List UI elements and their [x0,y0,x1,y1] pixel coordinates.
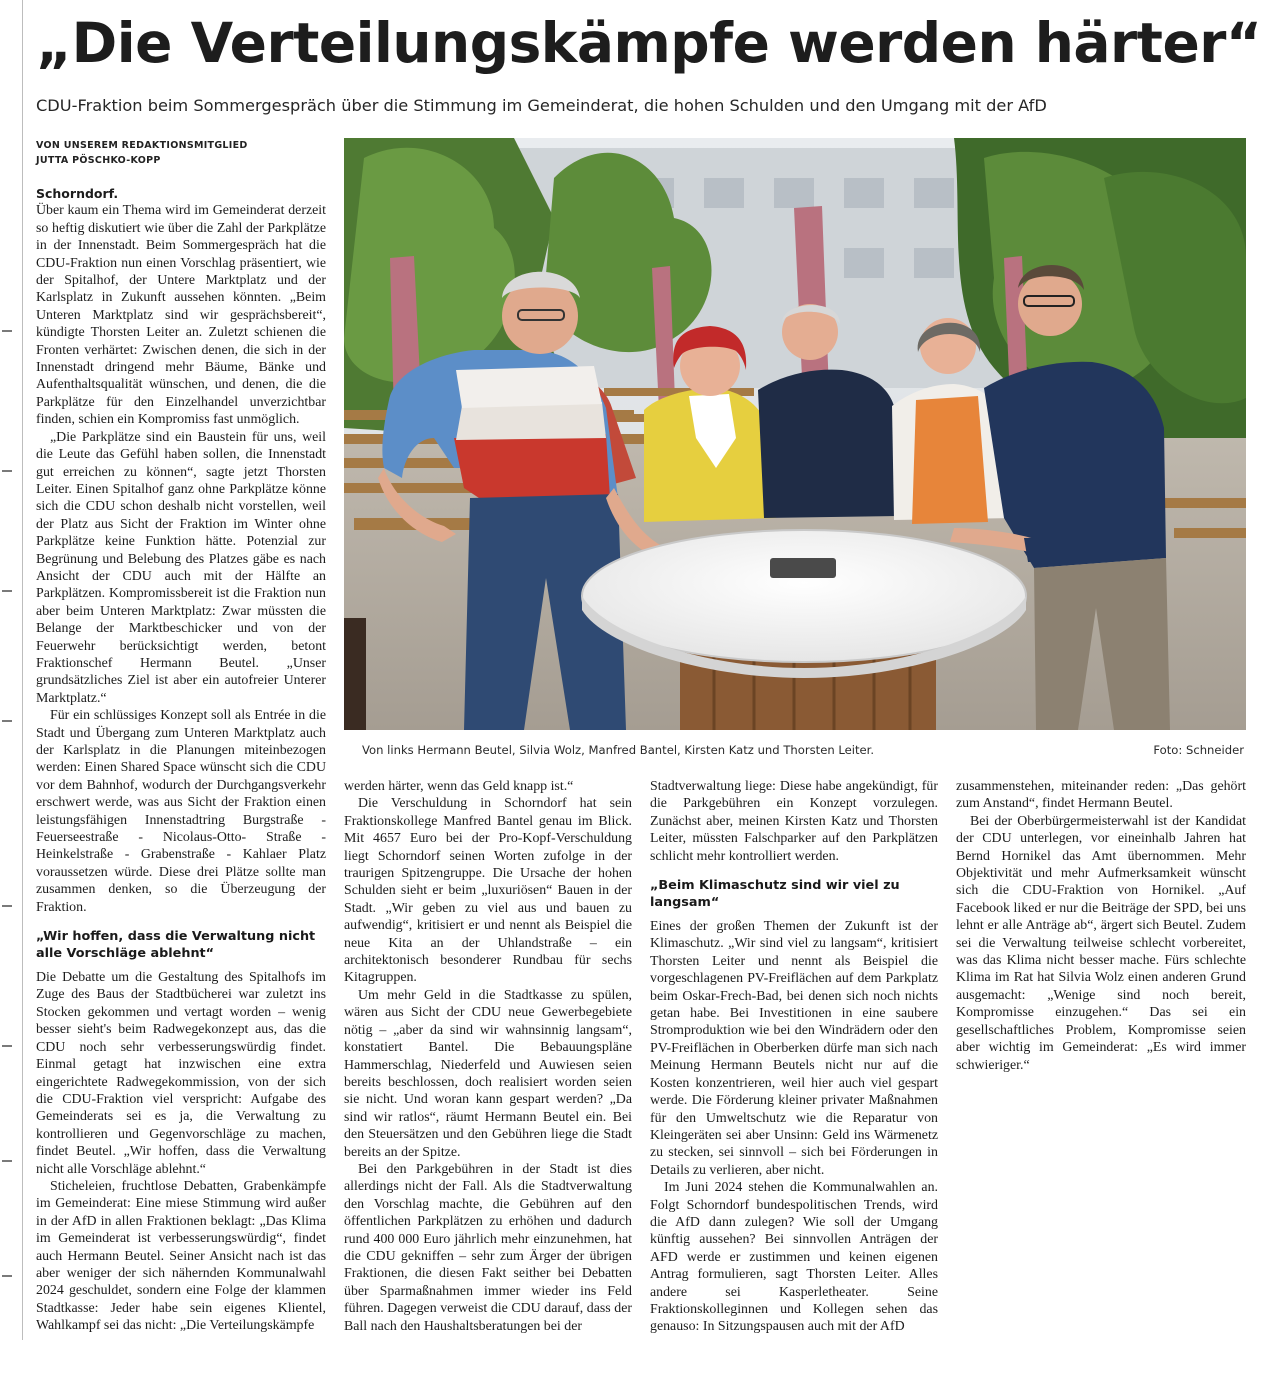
section-heading: „Beim Klimaschutz sind wir viel zu langsam“ [650,878,900,911]
paragraph: „Die Parkplätze sind ein Baustein für uns, weil die Leute das Gefühl haben sollen, die Innenstadt gut erreichen zu können“, sagte jetzt Thorsten Leiter. Einen Spitalhof ganz ohne Parkplätze könne sich die CDU schon deshalb nicht vorstellen, weil der Platz aus Sicht der Fraktion im Winter ohne Parkplätze keine Funktion hätte. Potenzial zur Begrünung und Belebung des Platzes gäbe es nach Ansicht der CDU auch mit der Hälfte an Parkplätzen. Kompromissbereit ist die Fraktion nun aber beim Unteren Marktplatz: Zwar müssten die Belange der Marktbeschicker und von der Feuerwehr berücksichtigt werden, betont Fraktionschef Hermann Beutel. „Unser grundsätzliches Ziel ist aber ein autofreier Unterer Marktplatz.“ [36,429,326,706]
paragraph: Die Debatte um die Gestaltung des Spitalhofs im Zuge des Baus der Stadtbücherei war zuletzt ins Stocken gekommen und vertagt worden – wenig besser sieht's beim Radwegekonzept aus, das die CDU noch sehr verbesserungswürdig findet. Einmal getagt hat inzwischen eine extra eingerichtete Radwegekommission, von der sich die CDU-Fraktion viel verspricht: Aufgabe des Gemeinderats sei es ja, die Verwaltung zu kontrollieren und Gegenvorschläge zu machen, findet Beutel. „Wir hoffen, dass die Verwaltung nicht alle Vorschläge ablehnt.“ [36,970,326,1177]
article-column-2 [344,778,632,1340]
paragraph: Über kaum ein Thema wird im Gemeinderat derzeit so heftig diskutiert wie über die Zahl der Parkplätze in der Innenstadt. Beim Sommergespräch hat die CDU-Fraktion nun einen Vorschlag präsentiert, wie der Spitalhof, der Untere Marktplatz und der Karlsplatz in Zukunft aussehen könnten. „Beim Unteren Marktplatz sind wir gesprächsbereit“, kündigte Thorsten Leiter an. Zuletzt schienen die Fronten verhärtet: Zwischen denen, die sich in der Innenstadt dringend mehr Bäume, Bänke und Aufenthaltsqualität wünschen, und denen, die die Parkplätze für den Einzelhandel unverzichtbar finden, schien ein Kompromiss fast unmöglich. [36,203,326,428]
adjacent-page-edge [0,0,23,1340]
paragraph: Für ein schlüssiges Konzept soll als Entrée in die Stadt und Übergang zum Unteren Marktplatz auch der Karlsplatz in die Planungen miteinbezogen werden: Einen Shared Space wünscht sich die CDU vor dem Bahnhof, wodurch der Durchgangsverkehr erschwert werde, was aus Sicht der Fraktion einen leistungsfähigen Innenstadtring Burgstraße - Feuerseestraße - Nicolaus-Otto- Straße - Heinkelstraße - Grabenstraße - Kahlaer Platz voraussetzen würde. Diese drei Plätze sollte man zusammen denken, so die Überzeugung der Fraktion. [36,708,326,915]
group-photo-illustration [344,138,1246,730]
dateline: Schorndorf. [36,186,119,201]
photo-caption [344,741,1246,759]
byline-role: VON UNSEREM REDAKTIONSMITGLIED [36,140,248,151]
paragraph: Sticheleien, fruchtlose Debatten, Grabenkämpfe im Gemeinderat: Eine miese Stimmung wird außer in der AfD in allen Fraktionen beklagt: „Das Klima im Gemeinderat ist verbesserungswürdig“, findet auch Hermann Beutel. Seiner Ansicht nach ist das aber weniger der sich nähernden Kommunalwahl 2024 geschuldet, sondern eine Folge der klammen Stadtkasse: Jeder habe sein eigenes Klientel, Wahlkampf sei das nicht: „Die Verteilungskämpfe [36,1178,326,1334]
article-column-3 [650,778,938,1340]
paragraph: Eines der großen Themen der Zukunft ist der Klimaschutz. „Wir sind viel zu langsam“, kritisiert Thorsten Leiter und nennt als Beispiel die vorgeschlagenen PV-Freiflächen auf dem Parkplatz beim Oskar-Frech-Bad, bei denen sich noch nichts getan habe. Bei Investitionen in eine saubere Stromproduktion wie bei den Windrädern oder den PV-Freiflächen in Oberberken dürfe man sich nach Meinung Hermann Beutels nicht nur auf die Kosten konzentrieren, weil hier auch viel gespart werde. Die Förderung kleiner privater Maßnahmen für den Umweltschutz wie die Reparatur von Kleingeräten sei aber Unsinn: Geld ins Wärmenetz zu stecken, sei sinnvoll – sich bei Förderungen in Details zu verlieren, aber nicht. [650,919,938,1178]
byline [36,138,336,168]
paragraph: Bei der Oberbürgermeisterwahl ist der Kandidat der CDU unterlegen, vor eineinhalb Jahren hat Bernd Hornikel das Amt übernommen. Mehr Objektivität und mehr Aufmerksamkeit wünscht sich die CDU-Fraktion von Hornikel. „Auf Facebook liked er nur die Beiträge der SPD, bei uns lehnt er alle Anträge ab“, ärgert sich Beutel. Zudem sei die Verwaltung teilweise schlecht vorbereitet, was das Klima nicht besser mache. Fürs schlechte Klima im Rat hat Silvia Wolz einen anderen Grund ausgemacht: „Wenige sind noch bereit, Kompromisse einzugehen.“ Das sei ein gesellschaftliches Problem, Kompromisse seien aber wichtig im Gemeinderat: „Es wird immer schwieriger.“ [956,813,1246,1073]
article-column-4 [956,778,1246,1340]
photo-credit: Foto: Schneider [1153,743,1244,757]
paragraph: Im Juni 2024 stehen die Kommunalwahlen an. Folgt Schorndorf bundespolitischen Trends, wird die AfD dann zulegen? Wie soll der Umgang künftig aussehen? Bei sinnvollen Anträgen der AFD werde er zustimmen und keinen eigenen Antrag formulieren, sagt Thorsten Leiter. Alles andere sei Kasperletheater. Seine Fraktionskolleginnen und Kollegen sehen das genauso: In Sitzungspausen auch mit der AfD [650,1180,938,1335]
article-headline: „Die Verteilungskämpfe werden härter“ [36,11,1262,75]
paragraph: Die Verschuldung in Schorndorf hat sein Fraktionskollege Manfred Bantel genau im Blick. Mit 4657 Euro bei der Pro-Kopf-Verschuldung liegt Schorndorf seinen Worten zufolge in der traurigen Spitzengruppe. Die Ursache der hohen Schulden sieht er beim „luxuriösen“ Bauen in der Stadt. „Wir geben zu viel aus und bauen zu aufwendig“, kritisiert er und nennt als Beispiel die neue Kita an der Uhlandstraße – ein architektonisch besonderer Rundbau für sechs Kitagruppen. [344,796,632,986]
article-column-1 [36,185,326,1340]
paragraph: Stadtverwaltung liege: Diese habe angekündigt, für die Parkgebühren ein Konzept vorzulegen. Zunächst aber, meinen Kirsten Katz und Thorsten Leiter, müssten Falschparker auf den Parkplätzen schlicht mehr kontrolliert werden. [650,779,938,864]
section-heading: „Wir hoffen, dass die Verwaltung nicht alle Vorschläge ablehnt“ [36,929,316,962]
photo-caption-text: Von links Hermann Beutel, Silvia Wolz, Manfred Bantel, Kirsten Katz und Thorsten Leiter. [362,743,875,757]
paragraph: Um mehr Geld in die Stadtkasse zu spülen, wären aus Sicht der CDU neue Gewerbegebiete nötig – „aber da sind wir wahnsinnig langsam“, konstatiert Bantel. Die Bebauungspläne Hammerschlag, Niederfeld und Auwiesen seien bereits beschlossen, doch realisiert worden seien sie nicht. Und woran kann gespart werden? „Da sind wir ratlos“, räumt Hermann Beutel ein. Bei den Steuersätzen und den Gebühren liege die Stadt bereits an der Spitze. [344,987,632,1160]
article-subheadline: CDU-Fraktion beim Sommergespräch über die Stimmung im Gemeinderat, die hohen Schulden und den Umgang mit der AfD [36,96,1047,115]
paragraph: zusammenstehen, miteinander reden: „Das gehört zum Anstand“, findet Hermann Beutel. [956,779,1246,812]
paragraph: Bei den Parkgebühren in der Stadt ist dies allerdings nicht der Fall. Als die Stadtverwaltung den Vorschlag machte, die Gebühren auf den öffentlichen Parkplätzen zu erhöhen und dadurch rund 400 000 Euro jährlich mehr einzunehmen, hat die CDU gekniffen – sehr zum Ärger der übrigen Fraktionen, die diesen Fakt seither bei Debatten über Sparmaßnahmen immer wieder ins Feld führen. Dagegen verweist die CDU darauf, dass der Ball nach den Haushaltsberatungen bei der [344,1161,632,1334]
article-photo [344,138,1246,730]
byline-author: JUTTA PÖSCHKO-KOPP [36,155,161,166]
paragraph: werden härter, wenn das Geld knapp ist.“ [344,779,574,794]
